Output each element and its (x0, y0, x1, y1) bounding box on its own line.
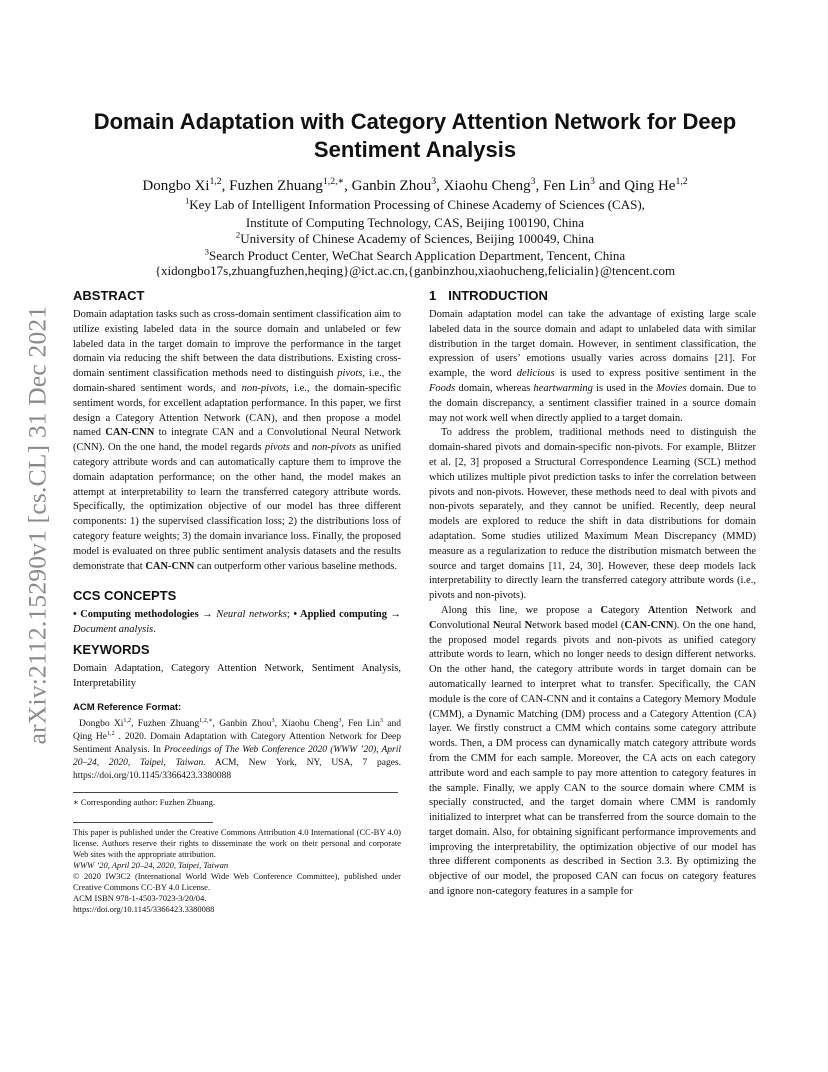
author-separator: , (436, 178, 444, 194)
affiliation-marker: 2 (235, 229, 241, 240)
affiliation-line (70, 230, 760, 247)
affiliation-text: University of Chinese Academy of Sciences, Beijing 100049, China (240, 231, 595, 246)
author-separator: , (344, 178, 352, 194)
affiliation-text: {xidongbo17s,zhuangfuzhen,heqing}@ict.ac.cn,{ganbinzhou,xiaohucheng,felicialin}@tencent.com (154, 263, 676, 278)
license-block (73, 827, 401, 915)
arxiv-identifier: arXiv:2112.15290v1 [cs.CL] 31 Dec 2021 (22, 305, 52, 745)
author-separator: , (535, 178, 544, 194)
author-affiliation-marker: 1,2 (675, 176, 688, 187)
conference-line: WWW ’20, April 20–24, 2020, Taipei, Taiwan (73, 860, 229, 871)
copyright-line: © 2020 IW3C2 (International World Wide Web Conference Committee), published under Creative Commons CC-BY 4.0 License. (73, 871, 401, 893)
keywords-heading: KEYWORDS (73, 641, 150, 657)
affiliation-text: Institute of Computing Technology, CAS, Beijing 100190, China (245, 215, 585, 230)
affiliation-line (70, 196, 760, 213)
footnote-divider (73, 792, 398, 793)
abstract-body: Domain adaptation tasks such as cross-domain sentiment classification aim to utilize existing labeled data in the source domain and unlabeled or few labeled data in the target domain to improve the performance in the target domain via reducing the shift between the data distributions. Existing cross-domain sentiment classification methods need to distinguish pivots, i.e., the domain-shared sentiment words, and non-pivots, i.e., the domain-specific sentiment words, for excellent adaptation performance. In this paper, we first design a Category Attention Network (CAN), and then propose a model named CAN-CNN to integrate CAN and a Convolutional Neural Network (CNN). On the one hand, the model regards pivots and non-pivots as unified category attribute words and can automatically capture them to improve the domain adaptation performance; on the other hand, the model makes an attempt at interpretability to learn the transferred category attribute words. Specifically, the optimization objective of our model has three different components: 1) the supervised classification loss; 2) the distributions loss of category feature weights; 3) the domain invariance loss. Finally, the proposed model is evaluated on three public sentiment analysis datasets and the results demonstrate that CAN-CNN can outperform other various baseline methods. (73, 309, 402, 572)
author-affiliation-marker: 3 (431, 176, 437, 187)
intro-paragraph-3: Along this line, we propose a Category Attention Network and Convolutional Neural Network based model (CAN-CNN). On the one hand, the proposed model regards pivots and non-pivots as unified category attribute words to learn, which no longer needs to design different networks. On the other hand, the category attribute words in target domain can be automatically learned to interpret what to transfer. Specifically, the CAN module is the core of CAN-CNN and it contains a Category Memory Module (CMM), a Dynamic Matching (DM) process and a Category Attention (CA) layer. We firstly construct a CMM which contains some category attribute words. Then, a DM process can dynamically match category attribute words from the CMM for each sample. Moreover, the CA acts on each category attribute word and each sample to pay more attention to category features in the sample. Finally, we apply CAN to the source domain where CMM is specially constructed, and the target domain where CMM is randomly initialized to interpret what can be transferred from the source domain to the target domain. Also, for obtaining significant performance improvements and improving the interpretability, the optimization objective of our model has three different components as described in Section 3.3. By optimizing the objective of our model, the proposed CAN can focus on category features and ignore non-category features in a sample for (429, 604, 756, 898)
author-list (70, 176, 760, 196)
author-affiliation-marker: 1,2,∗ (322, 176, 345, 187)
author-name: Fen Lin (543, 178, 591, 194)
author-affiliation-marker: 3 (590, 176, 596, 187)
corresponding-author-footnote: ∗ Corresponding author: Fuzhen Zhuang. (73, 797, 215, 808)
ccs-concepts: • Computing methodologies → Neural networks; • Applied computing → Document analysis. (73, 609, 402, 636)
author-name: Dongbo Xi (142, 178, 210, 194)
author-separator: and (595, 178, 625, 194)
license-divider (73, 822, 213, 823)
affiliation-text: Key Lab of Intelligent Information Processing of Chinese Academy of Sciences (CAS), (189, 197, 645, 212)
author-emails (70, 262, 760, 279)
left-column (73, 286, 401, 915)
author-affiliation-marker: 1,2 (209, 176, 222, 187)
affiliation-marker: 1 (185, 195, 190, 206)
author-name: Fuzhen Zhuang (229, 178, 323, 194)
license-text: This paper is published under the Creative Commons Attribution 4.0 International (CC-BY 4.0) license. Authors reserve their rights to disseminate the work on their personal and corporate Web sites with the appropriate attribution. (73, 827, 401, 860)
affiliation-line (70, 214, 760, 231)
acm-reference: Dongbo Xi$^{1,2}$, Fuzhen Zhuang$^{1,2,∗}$, Ganbin Zhou$^3$, Xiaohu Cheng$^3$, Fen Lin$^3$ and Qing He$^{1,2}$ . 2020. Domain Adaptation with Category Attention Network for Deep Sentiment Analysis. In Proceedings of The Web Conference 2020 (WWW ’20), April 20–24, 2020, Taipei, Taiwan. ACM, New York, NY, USA, 7 pages. https://doi.org/10.1145/3366423.3380088 (73, 718, 401, 782)
author-separator: , (221, 178, 230, 194)
affiliation-text: Search Product Center, WeChat Search Application Department, Tencent, China (209, 248, 626, 263)
author-affiliation-marker: 3 (530, 176, 536, 187)
acm-reference-heading: ACM Reference Format: (73, 701, 182, 713)
doi-line: https://doi.org/10.1145/3366423.3380088 (73, 904, 215, 915)
isbn-line: ACM ISBN 978-1-4503-7023-3/20/04. (73, 893, 207, 904)
author-name: Ganbin Zhou (351, 178, 432, 194)
paper-title: Domain Adaptation with Category Attention Network for Deep Sentiment Analysis (93, 109, 737, 162)
keywords-text: Domain Adaptation, Category Attention Network, Sentiment Analysis, Interpretability (73, 662, 401, 689)
affiliation-marker: 3 (204, 246, 210, 257)
author-name: Qing He (624, 178, 676, 194)
right-column (429, 286, 756, 900)
abstract-heading: ABSTRACT (73, 288, 145, 303)
intro-paragraph-2: To address the problem, traditional methods need to distinguish the domain-shared pivots and domain-specific non-pivots. For example, Blitzer et al. [2, 3] proposed a Structural Correspondence Learning (SCL) method which utilizes multiple pivot prediction tasks to infer the correlation between pivots and non-pivots. However, these methods need to deal with pivots and non-pivots separately, and they cannot be unified. Recently, deep neural models are explored to reduce the shift in data distributions for domain adaptation. Some studies utilized Maximum Mean Discrepancy (MMD) measure as a regularization to reduce the distribution mismatch between the source and target domains [11, 24, 30]. However, these deep models lack interpretability to directly learn the transferred category attribute words (i.e., pivots and non-pivots). (429, 427, 756, 602)
introduction-heading: 1 INTRODUCTION (429, 288, 548, 303)
author-name: Xiaohu Cheng (443, 178, 531, 194)
ccs-heading: CCS CONCEPTS (73, 588, 177, 604)
intro-paragraph-1: Domain adaptation model can take the advantage of existing large scale labeled data in the source domain and adapt to unlabeled data with similar distribution in the target domain. However, in sentiment classification, the expression of users’ emotions usually varies across domains [21]. For example, the word delicious is used to express positive sentiment in the Foods domain, whereas heartwarming is used in the Movies domain. Due to the domain discrepancy, a sentiment classifier trained in a source domain may not work well when directly applied to a target domain. (429, 309, 756, 424)
